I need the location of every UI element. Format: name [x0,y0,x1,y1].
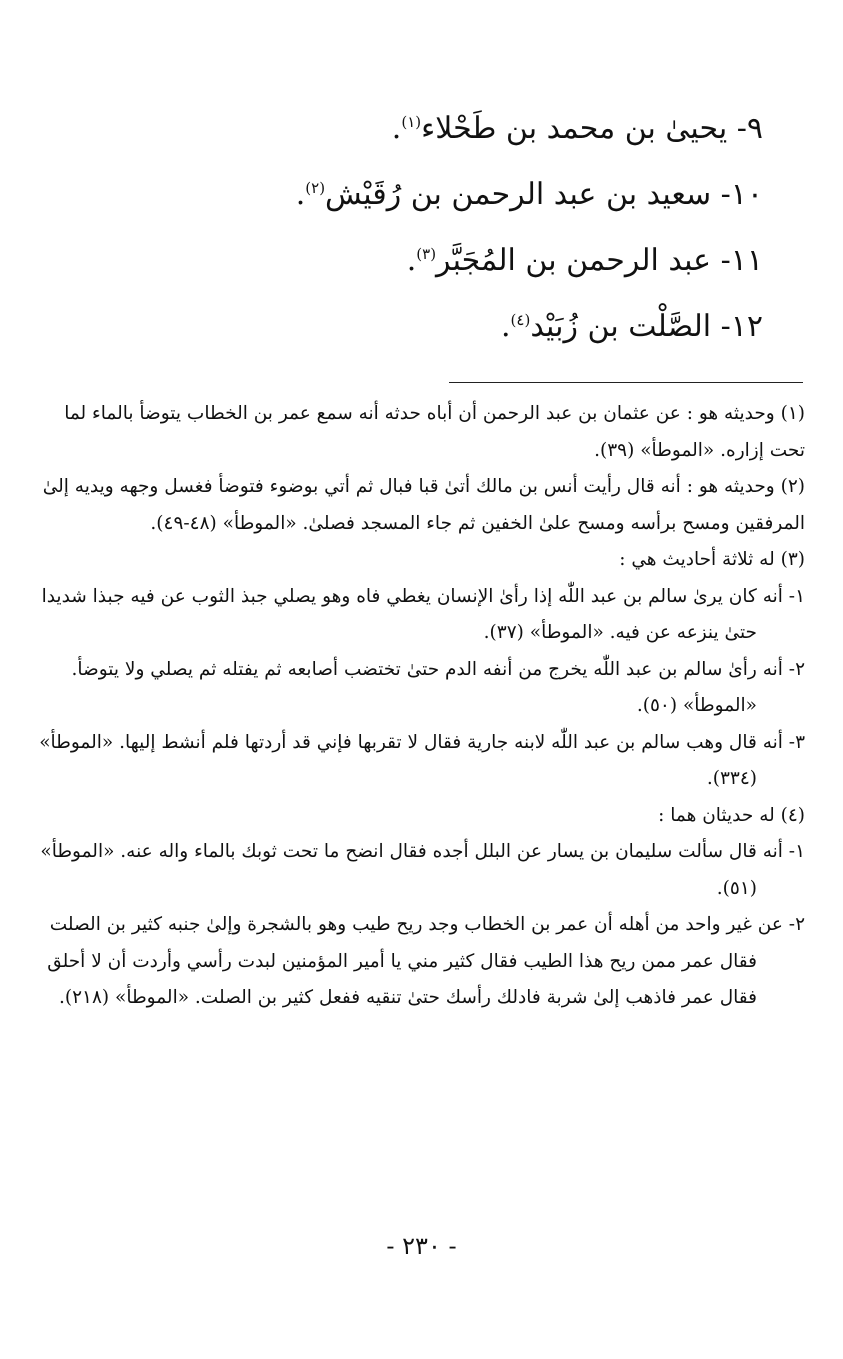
footnotes-section [35,396,805,1017]
list-item-end: . [406,243,417,278]
list-item-text: ١٢- الصَّلْت بن زُبَيْد [530,309,763,344]
footnote-ref: (٣) [416,245,437,263]
footnote-4-item-1: ١- أنه قال سألت سليمان بن يسار عن البلل أجده فقال انضح ما تحت ثوبك بالماء واله عنه. «الموطأ» (٥١). [40,841,805,899]
footnote-ref: (١) [401,113,422,131]
list-item [243,96,763,162]
footnote-2: (٢) وحديثه هو : أنه قال رأيت أنس بن مالك أتىٰ قبا فبال ثم أتي بوضوء فتوضأ فغسل وجهه ويديه إلىٰ المرفقين ومسح برأسه ومسح علىٰ الخفين ثم جاء المسجد فصلىٰ. «الموطأ» (٤٨-٤٩). [42,476,805,534]
narrators-list [243,96,763,360]
footnote-3-item-3: ٣- أنه قال وهب سالم بن عبد اللّٰه لابنه جارية فقال لا تقربها فإني قد أردتها فلم أنشط إليها. «الموطأ» (٣٣٤). [39,731,805,789]
list-item-end: . [295,177,306,212]
list-item-end: . [500,309,511,344]
footnote-3-item-1: ١- أنه كان يرىٰ سالم بن عبد اللّٰه إذا رأىٰ الإنسان يغطي فاه وهو يصلي جبذ الثوب عن فيه جبذا شديدا حتىٰ ينزعه عن فيه. «الموطأ» (٣٧). [41,585,805,643]
footnote-3-item-2: ٢- أنه رأىٰ سالم بن عبد اللّٰه يخرج من أنفه الدم حتىٰ تختضب أصابعه ثم يفتله ثم يصلي ولا يتوضأ. «الموطأ» (٥٠). [71,658,805,716]
footnote-3-heading: (٣) له ثلاثة أحاديث هي : [619,549,805,570]
list-item-text: ٩- يحيىٰ بن محمد بن طَحْلاء [421,111,763,146]
list-item-end: . [391,111,402,146]
footnote-4-item-2: ٢- عن غير واحد من أهله أن عمر بن الخطاب وجد ريح طيب وهو بالشجرة وإلىٰ جنبه كثير بن الصلت فقال عمر ممن ريح هذا الطيب فقال كثير مني يا أمير المؤمنين لبدت رأسي وأردت أن لا أحلق فقال عمر فاذهب إلىٰ شربة فادلك رأسك حتىٰ تنقيه ففعل كثير بن الصلت. «الموطأ» (٢١٨). [47,914,805,1008]
page-number: - ٢٣٠ - [386,1232,457,1260]
footnote-1: (١) وحديثه هو : عن عثمان بن عبد الرحمن أن أباه حدثه أنه سمع عمر بن الخطاب يتوضأ بالماء لما تحت إزاره. «الموطأ» (٣٩). [64,403,805,461]
footnote-ref: (٢) [305,179,326,197]
list-item-text: ١١- عبد الرحمن بن المُجَبَّر [436,243,763,278]
list-item-text: ١٠- سعيد بن عبد الرحمن بن رُقَيْش [325,177,763,212]
list-item [243,228,763,294]
list-item [243,294,763,360]
list-item [243,162,763,228]
footnote-ref: (٤) [510,311,531,329]
footnote-4-heading: (٤) له حديثان هما : [658,804,805,826]
footnote-divider [449,382,803,383]
